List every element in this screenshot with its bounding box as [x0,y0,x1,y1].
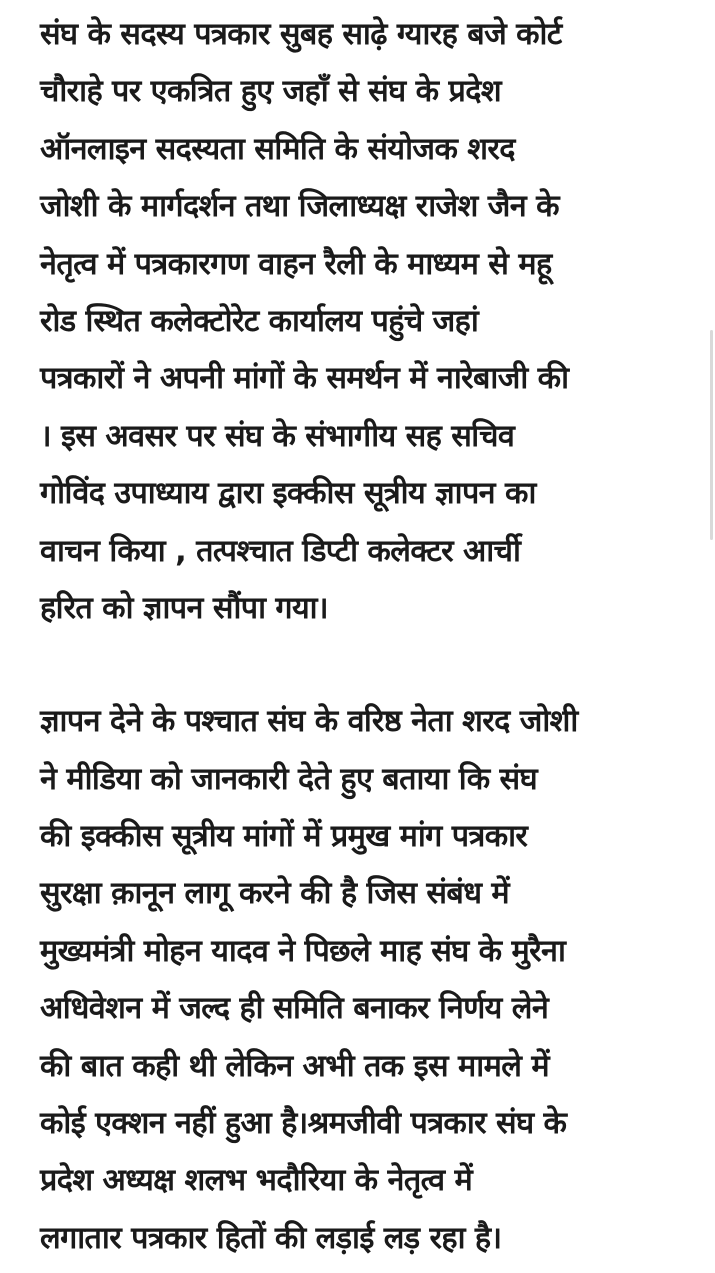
text-line: लगातार पत्रकार हितों की लड़ाई लड़ रहा है। [40,1220,502,1256]
text-line: पत्रकारों ने अपनी मांगों के समर्थन में नारेबाजी की [40,361,569,397]
text-line: जोशी के मार्गदर्शन तथा जिलाध्यक्ष राजेश जैन के [40,189,559,225]
text-line: नेतृत्व में पत्रकारगण वाहन रैली के माध्यम से महू [40,246,552,282]
text-line: ने मीडिया को जानकारी देते हुए बताया कि संघ [40,761,537,797]
text-line: गोविंद उपाध्याय द्वारा इक्कीस सूत्रीय ज्ञापन का [40,476,536,512]
text-line: रोड स्थित कलेक्टोरेट कार्यालय पहुंचे जहां [40,303,479,339]
text-line: ऑनलाइन सदस्यता समिति के संयोजक शरद [40,131,515,167]
text-line: कोई एक्शन नहीं हुआ है।श्रमजीवी पत्रकार संघ के [40,1106,567,1142]
text-line: । इस अवसर पर संघ के संभागीय सह सचिव [40,418,515,454]
text-line: हरित को ज्ञापन सौंपा गया। [40,590,328,626]
text-line: प्रदेश अध्यक्ष शलभ भदौरिया के नेतृत्व में [40,1163,473,1199]
text-line: चौराहे पर एकत्रित हुए जहाँ से संघ के प्रदेश [40,74,501,110]
article-body [40,6,688,1267]
text-line: की इक्कीस सूत्रीय मांगों में प्रमुख मांग पत्रकार [40,819,528,855]
text-line: सुरक्षा क़ानून लागू करने की है जिस संबंध में [40,876,510,912]
paragraph-1 [40,6,688,637]
paragraph-spacer [40,637,688,693]
scrollbar-thumb[interactable] [710,330,713,540]
text-line: ज्ञापन देने के पश्चात संघ के वरिष्ठ नेता शरद जोशी [40,704,578,740]
text-line: मुख्यमंत्री मोहन यादव ने पिछले माह संघ के मुरैना [40,933,566,969]
text-line: संघ के सदस्य पत्रकार सुबह साढ़े ग्यारह बजे कोर्ट [40,17,562,52]
text-line: की बात कही थी लेकिन अभी तक इस मामले में [40,1048,549,1084]
paragraph-2 [40,693,688,1267]
text-line: अधिवेशन में जल्द ही समिति बनाकर निर्णय लेने [40,991,549,1027]
text-line: वाचन किया , तत्पश्चात डिप्टी कलेक्टर आर्ची [40,533,521,569]
